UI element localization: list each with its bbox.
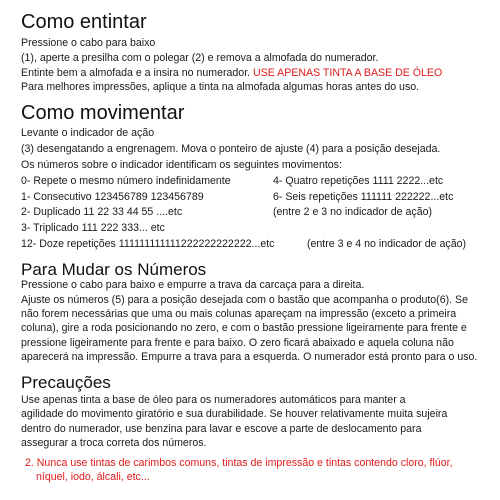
s3-line-1: Pressione o cabo para baixo e empurre a trava da carcaça para a direita. [21, 279, 365, 291]
s1-line-2: (1), aperte a presilha com o polegar (2) e remova a almofada do numerador. [21, 52, 379, 64]
s4-line-1: Use apenas tinta a base de óleo para os numeradores automáticos para manter a [21, 394, 406, 406]
s3-line-3: não forem necessárias que uma ou mais colunas apareçam na impressão (exceto a primeira [21, 308, 457, 320]
s1-line-3 [21, 67, 442, 79]
s1-line-3-text: Entinte bem a almofada e a insira no numerador. [21, 67, 254, 79]
movement-list-right-0: 4- Quatro repetições 1111 2222...etc [273, 175, 444, 187]
chemical-warning-line-1: 2. Nunca use tintas de carimbos comuns, tintas de impressão e tintas contendo cloro, flúor, [25, 457, 453, 469]
heading-como-movimentar: Como movimentar [21, 102, 185, 124]
heading-como-entintar: Como entintar [21, 11, 147, 33]
movement-list-left-3: 3- Triplicado 111 222 333... etc [21, 222, 165, 234]
oil-ink-warning: USE APENAS TINTA A BASE DE ÓLEO [253, 67, 443, 79]
movement-12-note: (entre 3 e 4 no indicador de ação) [307, 238, 467, 250]
movement-list-right-1: 6- Seis repetições 111111 222222...etc [273, 191, 454, 203]
s3-line-2: Ajuste os números (5) para a posição desejada com o bastão que acompanha o produto(6). Se [21, 294, 468, 306]
movement-list-left-0: 0- Repete o mesmo número indefinidamente [21, 175, 231, 187]
s2-line-3: Os números sobre o indicador identificam os seguintes movimentos: [21, 159, 342, 171]
movement-12-text: 12- Doze repetições 111111111111222222222222...etc [21, 238, 275, 250]
s3-line-6: aparecerá na impressão. Empurre a trava para a esquerda. O numerador está pronto para o uso. [21, 351, 478, 363]
s4-line-3: dentro do numerador, use benzina para lavar e escove a parte de deslocamento para [21, 423, 422, 435]
s1-line-1: Pressione o cabo para baixo [21, 37, 156, 49]
chemical-warning-line-2: níquel, iodo, álcali, etc... [36, 471, 150, 483]
s4-line-2: agilidade do movimento giratório e sua durabilidade. Se houver relativamente muita sujeira [21, 408, 448, 420]
s2-line-2: (3) desengatando a engrenagem. Mova o ponteiro de ajuste (4) para a posição desejada. [21, 143, 441, 155]
movement-list-left-2: 2- Duplicado 11 22 33 44 55 ....etc [21, 206, 183, 218]
movement-list-left-1: 1- Consecutivo 123456789 123456789 [21, 191, 204, 203]
heading-para-mudar-os-numeros: Para Mudar os Números [21, 260, 207, 279]
s1-line-4: Para melhores impressões, aplique a tinta na almofada algumas horas antes do uso. [21, 81, 420, 93]
s3-line-5: pressione ligeiramente para frente e para baixo. O zero ficará abaixado e aquela coluna não [21, 337, 454, 349]
s4-line-4: assegurar a troca correta dos números. [21, 437, 207, 449]
heading-precaucoes: Precauções [21, 373, 111, 392]
movement-list-right-2: (entre 2 e 3 no indicador de ação) [273, 206, 433, 218]
s2-line-1: Levante o indicador de ação [21, 127, 155, 139]
s3-line-4: coluna), gire a roda posicionando no zero, e com o bastão pressione ligeiramente para frente e [21, 322, 467, 334]
